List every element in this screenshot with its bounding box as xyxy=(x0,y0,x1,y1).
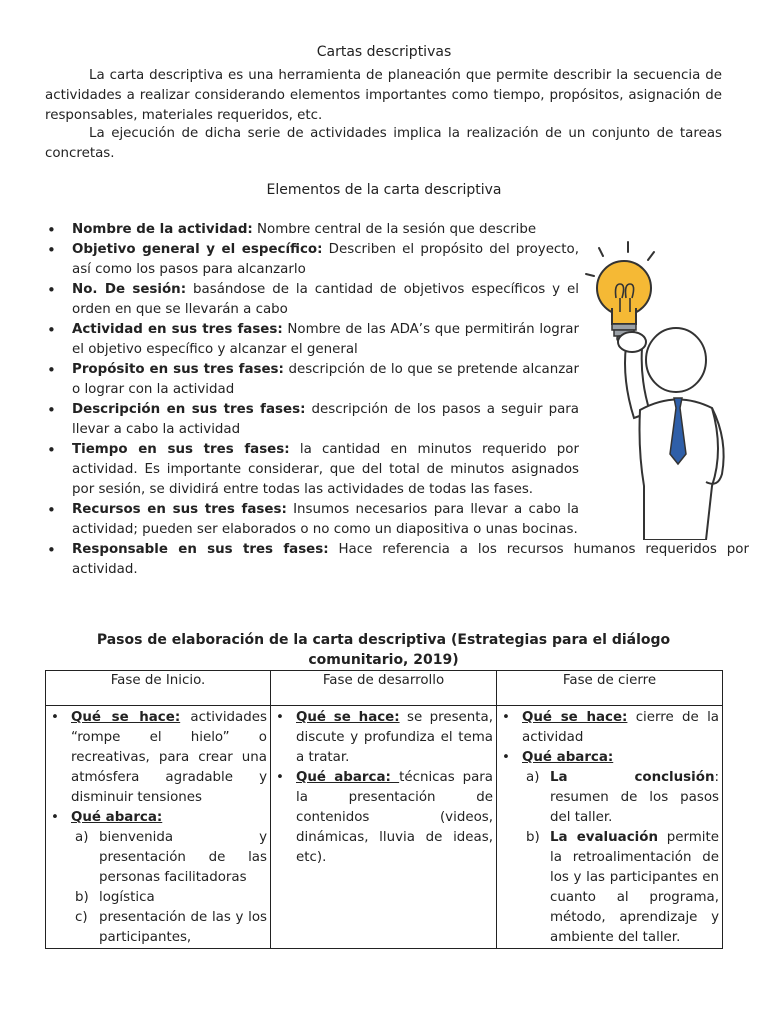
elements-heading: Elementos de la carta descriptiva xyxy=(266,182,502,198)
list-item: • Propósito en sus tres fases: descripción de lo que se pretende alcanzar o lograr con la actividad xyxy=(45,360,579,400)
list-item: a) bienvenida y presentación de las personas facilitadoras xyxy=(75,830,267,885)
intro-paragraph-2: La ejecución de dicha serie de actividades implica la realización de un conjunto de tareas concretas. xyxy=(45,126,722,161)
list-item: • Recursos en sus tres fases: Insumos necesarios para llevar a cabo la actividad; pueden ser elaborados o no como un diapositiva o unas bocinas. xyxy=(45,500,579,540)
header-desarrollo: Fase de desarrollo xyxy=(271,671,497,706)
list-item: • Objetivo general y el específico: Describen el propósito del proyecto, así como los pasos para alcanzarlo xyxy=(45,240,579,280)
list-item: • Qué abarca: xyxy=(500,748,719,768)
list-item: a) La conclusión: resumen de los pasos del taller. xyxy=(526,770,719,825)
list-item: • Qué abarca: técnicas para la presentación de contenidos (videos, dinámicas, lluvia de ideas, etc). xyxy=(274,768,493,868)
table-header-row xyxy=(46,671,723,706)
list-item: • Responsable en sus tres fases: Hace referencia a los recursos humanos requeridos por actividad. xyxy=(45,540,749,580)
list-item: • Tiempo en sus tres fases: la cantidad en minutos requerido por actividad. Es importante considerar, que del total de minutos asignados por sesión, se dividirá entre todas las actividades de todas las fases. xyxy=(45,440,579,500)
list-item: • Qué se hace: se presenta, discute y profundiza el tema a tratar. xyxy=(274,708,493,768)
header-cierre: Fase de cierre xyxy=(497,671,723,706)
cell-cierre xyxy=(497,706,723,949)
cell-inicio xyxy=(46,706,271,949)
list-item: b) La evaluación permite la retroalimentación de los y las participantes en cuanto al programa, método, aprendizaje y ambiente del taller. xyxy=(526,830,719,945)
phases-table xyxy=(45,670,723,949)
list-item: • Qué se hace: actividades “rompe el hielo” o recreativas, para crear una atmósfera agradable y disminuir tensiones xyxy=(49,708,267,808)
header-inicio: Fase de Inicio. xyxy=(46,671,271,706)
intro-paragraph-1: La carta descriptiva es una herramienta de planeación que permite describir la secuencia de actividades a realizar considerando elementos importantes como tiempo, propósitos, asignación de responsables, materiales requeridos, etc. xyxy=(45,68,722,123)
cell-desarrollo xyxy=(271,706,497,949)
list-item: • Qué abarca: xyxy=(49,808,267,828)
list-item: b) logística xyxy=(75,890,155,905)
list-item: • Descripción en sus tres fases: descripción de los pasos a seguir para llevar a cabo la actividad xyxy=(45,400,579,440)
list-item: • No. De sesión: basándose de la cantidad de objetivos específicos y el orden en que se llevarán a cabo xyxy=(45,280,579,320)
list-item: • Nombre de la actividad: Nombre central de la sesión que describe xyxy=(45,220,579,240)
page-title: Cartas descriptivas xyxy=(316,44,452,60)
steps-heading: Pasos de elaboración de la carta descriptiva (Estrategias para el diálogo comunitario, 2019) xyxy=(96,632,671,668)
elements-list xyxy=(45,220,749,580)
list-item: • Actividad en sus tres fases: Nombre de las ADA’s que permitirán lograr el objetivo específico y alcanzar el general xyxy=(45,320,579,360)
person-with-lightbulb-icon xyxy=(582,240,732,540)
lightbulb-icon xyxy=(597,261,651,341)
table-row xyxy=(46,706,723,949)
list-item: • Qué se hace: cierre de la actividad xyxy=(500,708,719,748)
list-item: c) presentación de las y los participantes, xyxy=(75,910,267,945)
